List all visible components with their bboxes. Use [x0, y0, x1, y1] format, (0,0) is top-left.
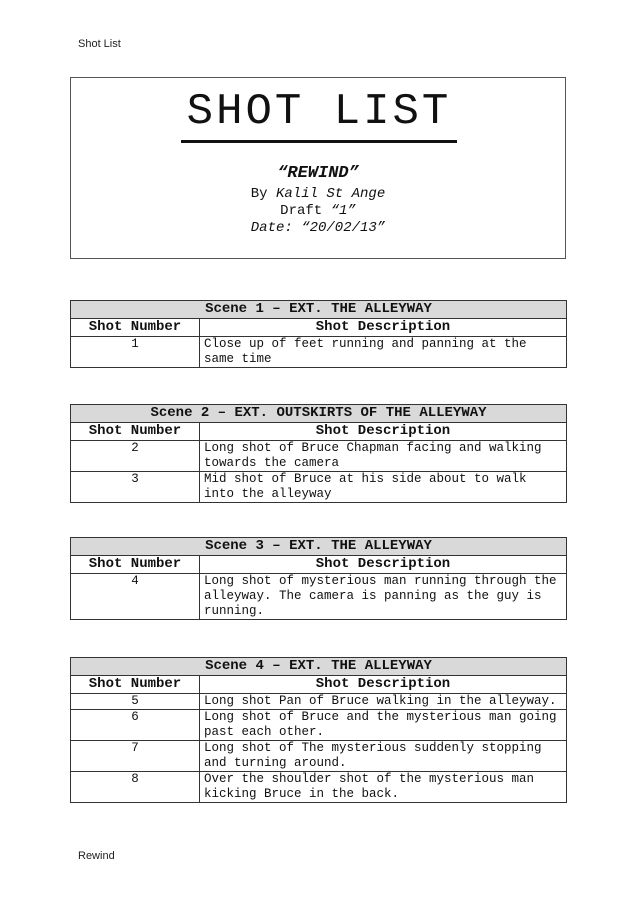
column-header-shot-number: Shot Number: [71, 676, 200, 694]
scene-heading: Scene 3 – EXT. THE ALLEYWAY: [71, 538, 567, 556]
scene-table: [70, 300, 567, 368]
shot-number: 7: [71, 741, 200, 772]
scene-table: [70, 537, 567, 620]
shot-description: Long shot Pan of Bruce walking in the alleyway.: [200, 694, 567, 710]
shot-description: Mid shot of Bruce at his side about to walk into the alleyway: [200, 472, 567, 503]
table-row: [71, 472, 567, 503]
shot-number: 1: [71, 337, 200, 368]
scene-table: [70, 657, 567, 803]
table-row: [71, 694, 567, 710]
column-header-shot-description: Shot Description: [200, 676, 567, 694]
column-header-shot-number: Shot Number: [71, 423, 200, 441]
draft-number: “1”: [330, 203, 356, 219]
table-row: [71, 741, 567, 772]
shot-description: Long shot of The mysterious suddenly stopping and turning around.: [200, 741, 567, 772]
column-header-shot-number: Shot Number: [71, 556, 200, 574]
by-prefix: By: [250, 186, 276, 202]
shot-description: Close up of feet running and panning at the same time: [200, 337, 567, 368]
shot-number: 8: [71, 772, 200, 803]
film-title: “REWIND”: [277, 164, 359, 183]
shot-number: 2: [71, 441, 200, 472]
scene-heading: Scene 4 – EXT. THE ALLEYWAY: [71, 658, 567, 676]
scene-heading: Scene 1 – EXT. THE ALLEYWAY: [71, 301, 567, 319]
draft-line: [71, 203, 565, 219]
column-header-shot-description: Shot Description: [200, 423, 567, 441]
author-line: [71, 186, 565, 202]
table-row: [71, 574, 567, 620]
shot-number: 6: [71, 710, 200, 741]
column-header-shot-description: Shot Description: [200, 319, 567, 337]
date-line: Date: “20/02/13”: [250, 220, 386, 236]
shot-description: Long shot of mysterious man running through the alleyway. The camera is panning as the guy is running.: [200, 574, 567, 620]
shot-description: Over the shoulder shot of the mysterious man kicking Bruce in the back.: [200, 772, 567, 803]
table-row: [71, 337, 567, 368]
table-row: [71, 710, 567, 741]
table-row: [71, 441, 567, 472]
scene-table: [70, 404, 567, 503]
shot-description: Long shot of Bruce and the mysterious man going past each other.: [200, 710, 567, 741]
column-header-shot-number: Shot Number: [71, 319, 200, 337]
shot-number: 3: [71, 472, 200, 503]
page-header: Shot List: [78, 38, 121, 50]
column-header-shot-description: Shot Description: [200, 556, 567, 574]
draft-prefix: Draft: [280, 203, 331, 219]
shot-number: 4: [71, 574, 200, 620]
author-name: Kalil St Ange: [276, 186, 386, 202]
shot-description: Long shot of Bruce Chapman facing and walking towards the camera: [200, 441, 567, 472]
scene-heading: Scene 2 – EXT. OUTSKIRTS OF THE ALLEYWAY: [71, 405, 567, 423]
title-block: [70, 77, 566, 259]
table-row: [71, 772, 567, 803]
page-title: SHOT LIST: [181, 86, 457, 143]
shot-number: 5: [71, 694, 200, 710]
page-footer: Rewind: [78, 850, 115, 862]
